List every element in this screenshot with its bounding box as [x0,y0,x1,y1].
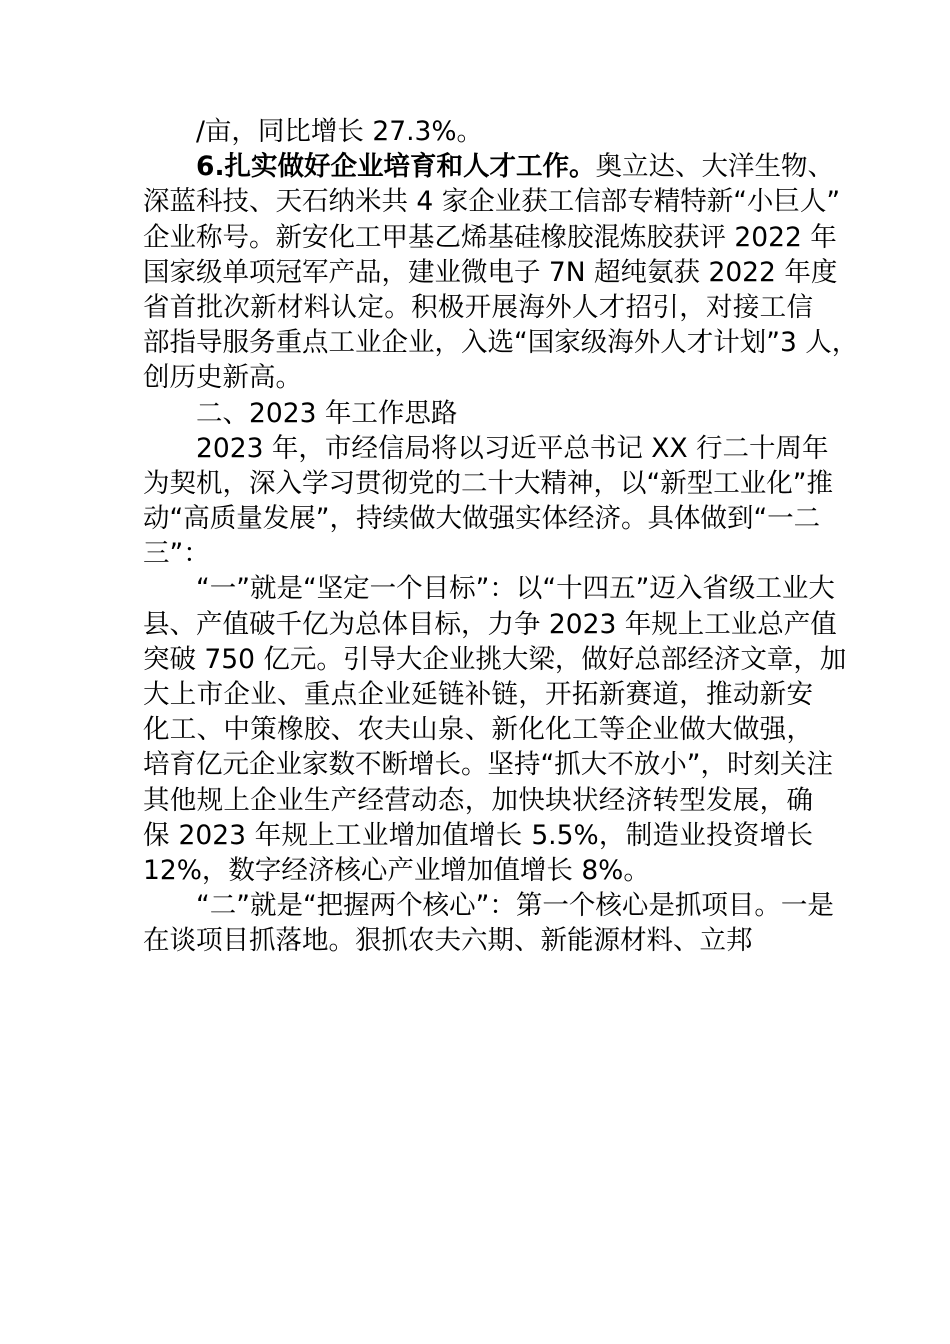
text-line-19: 培育亿元企业家数不断增长。坚持“抓大不放小”，时刻关注 [143,749,833,781]
text-line-20: 其他规上企业生产经营动态，加快块状经济转型发展，确 [143,784,813,816]
text-line-14: “一”就是“坚定一个目标”：以“十四五”迈入省级工业大 [196,573,835,605]
text-line-11: 为契机，深入学习贯彻党的二十大精神，以“新型工业化”推 [143,467,833,499]
text-line-1: /亩，同比增长 27.3%。 [196,116,484,147]
text-line-2: 奥立达、大洋生物、 [595,151,835,183]
text-line-21: 保 2023 年规上工业增加值增长 5.5%，制造业投资增长 [143,819,813,851]
text-line-24: 在谈项目抓落地。狠抓农夫六期、新能源材料、立邦 [143,925,753,957]
text-line-4: 企业称号。新安化工甲基乙烯基硅橡胶混炼胶获评 2022 年 [143,221,837,253]
text-line-3: 深蓝科技、天石纳米共 4 家企业获工信部专精特新“小巨人” [143,186,841,218]
text-line-13: 三”： [143,538,210,570]
text-line-10: 2023 年，市经信局将以习近平总书记 XX 行二十周年 [196,432,829,464]
text-line-12: 动“高质量发展”，持续做大做强实体经济。具体做到“一二 [143,503,821,535]
text-line-8: 创历史新高。 [143,362,302,394]
text-line-7: 部指导服务重点工业企业，入选“国家级海外人才计划”3 人， [143,327,859,359]
document-body [143,114,859,959]
text-line-6: 省首批次新材料认定。积极开展海外人才招引，对接工信 [143,291,813,323]
text-line-5: 国家级单项冠军产品，建业微电子 7N 超纯氨获 2022 年度 [143,256,838,288]
text-line-22: 12%，数字经济核心产业增加值增长 8%。 [143,854,650,886]
text-line-23: “二”就是“把握两个核心”：第一个核心是抓项目。一是 [196,890,834,922]
text-line-18: 化工、中策橡胶、农夫山泉、新化化工等企业做大做强， [143,714,813,746]
text-line-16: 突破 750 亿元。引导大企业挑大梁，做好总部经济文章，加 [143,643,847,675]
section-6-first-line [143,149,835,184]
section-6-heading: 6.扎实做好企业培育和人才工作。 [196,151,596,183]
section-heading-2023: 二、2023 年工作思路 [196,397,458,429]
text-line-17: 大上市企业、重点企业延链补链，开拓新赛道，推动新安 [143,679,813,710]
text-line-15: 县、产值破千亿为总体目标，力争 2023 年规上工业总产值 [143,608,837,640]
